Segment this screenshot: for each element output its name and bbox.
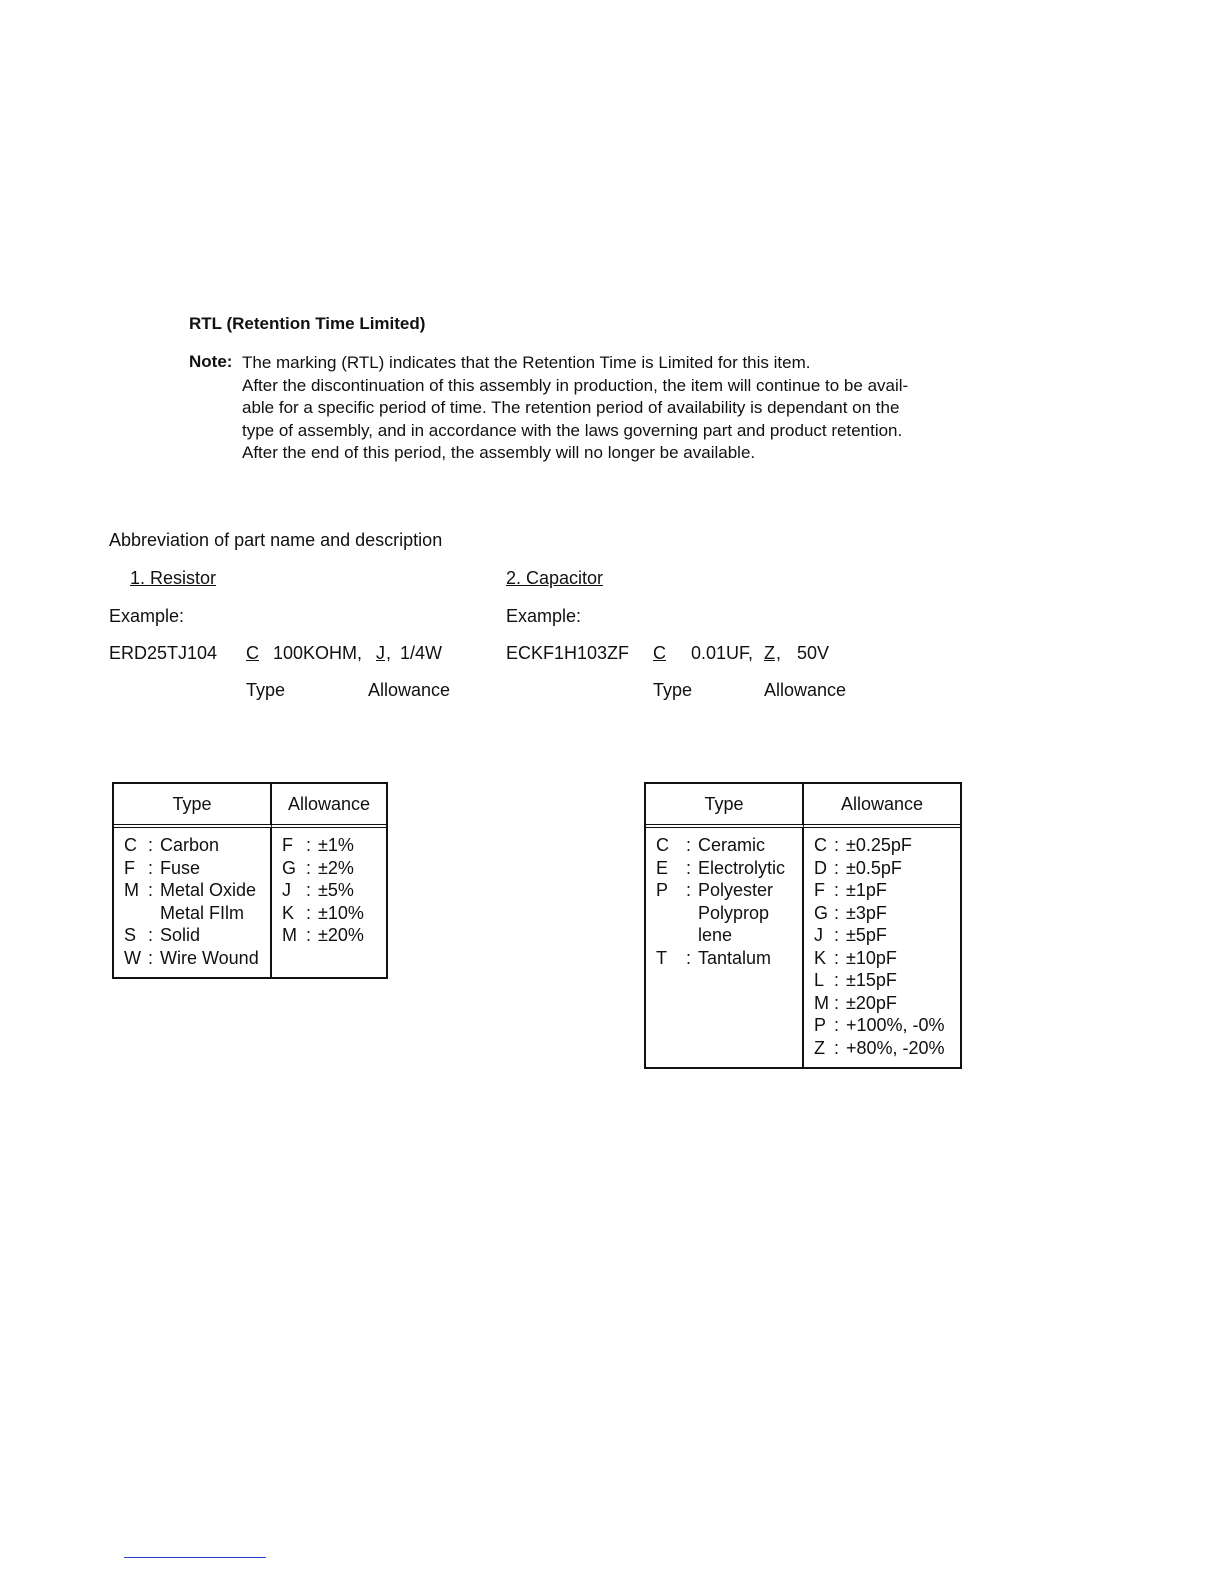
code-entry	[124, 857, 260, 880]
resistor-allowance-code: J	[376, 643, 385, 663]
note-line: After the end of this period, the assembly will no longer be available.	[242, 443, 756, 462]
code-separator: :	[148, 835, 154, 855]
note-line: The marking (RTL) indicates that the Retention Time is Limited for this item.	[242, 353, 811, 372]
code-letter: Z	[814, 1037, 825, 1058]
code-separator: :	[306, 925, 312, 945]
code-entry	[656, 947, 792, 970]
code-letter: C	[814, 835, 827, 855]
table-header-allowance: Allowance	[804, 784, 960, 828]
code-letter: F	[124, 857, 135, 878]
code-entry	[124, 947, 260, 970]
code-entry	[282, 834, 376, 857]
code-letter: M	[814, 992, 829, 1013]
code-separator: :	[306, 902, 312, 923]
code-separator: :	[148, 925, 154, 945]
code-description: Tantalum	[698, 947, 772, 968]
capacitor-part-number: ECKF1H103ZF	[506, 643, 630, 663]
code-separator	[148, 902, 160, 925]
code-entry	[282, 924, 376, 947]
code-description: ±1pF	[846, 880, 887, 900]
resistor-allowance-caption: Allowance	[368, 680, 451, 700]
abbreviation-heading: Abbreviation of part name and description	[109, 530, 443, 550]
code-letter: T	[656, 947, 667, 968]
code-description: Ceramic	[698, 835, 766, 855]
code-entry	[814, 1014, 950, 1037]
code-entry	[124, 879, 260, 902]
code-letter: F	[814, 880, 825, 900]
code-entry	[656, 879, 792, 902]
code-entry	[814, 879, 950, 902]
code-description: Polyester	[698, 880, 774, 900]
code-description: ±10pF	[846, 947, 897, 968]
code-entry	[124, 902, 260, 925]
table-header-type: Type	[646, 784, 804, 828]
code-entry	[656, 924, 792, 947]
code-letter: K	[282, 902, 295, 923]
resistor-section-title: 1. Resistor	[130, 568, 217, 588]
code-letter: G	[282, 857, 297, 878]
code-description: ±3pF	[846, 902, 887, 923]
code-letter: K	[814, 947, 827, 968]
table-header-row	[646, 784, 960, 828]
capacitor-allowance-separator: ,	[776, 643, 782, 663]
capacitor-type-caption: Type	[653, 680, 693, 700]
code-description: Wire Wound	[160, 947, 259, 968]
code-entry	[282, 879, 376, 902]
code-description: ±5pF	[846, 925, 887, 945]
code-letter: G	[814, 902, 829, 923]
code-separator: :	[686, 857, 692, 878]
rtl-title: RTL (Retention Time Limited)	[189, 314, 426, 333]
code-letter: L	[814, 970, 825, 990]
note-line: type of assembly, and in accordance with the laws governing part and product retention.	[242, 420, 903, 440]
code-separator: :	[834, 970, 840, 990]
code-description: ±2%	[318, 857, 354, 878]
code-description: ±20%	[318, 925, 364, 945]
code-letter: M	[124, 880, 139, 900]
code-description: ±5%	[318, 880, 354, 900]
table-body-row	[114, 828, 386, 977]
footer-rule	[124, 1557, 266, 1558]
code-description: Electrolytic	[698, 857, 786, 878]
code-separator: :	[834, 947, 840, 968]
code-separator: :	[148, 857, 154, 878]
code-letter	[124, 902, 148, 925]
note-line: able for a specific period of time. The retention period of availability is dependant on the	[242, 398, 900, 417]
capacitor-allowance-list	[804, 828, 960, 1067]
capacitor-section-title: 2. Capacitor	[506, 568, 604, 588]
resistor-value: 100KOHM,	[273, 643, 363, 663]
table-header-type: Type	[114, 784, 272, 828]
code-letter: M	[282, 925, 297, 945]
code-separator: :	[834, 902, 840, 923]
code-letter: F	[282, 835, 293, 855]
code-separator: :	[306, 880, 312, 900]
code-description: lene	[698, 925, 733, 945]
table-header-allowance: Allowance	[272, 784, 386, 828]
code-separator: :	[306, 835, 312, 855]
code-description: Metal FIlm	[160, 902, 245, 923]
resistor-rating: 1/4W	[400, 643, 443, 663]
code-separator: :	[686, 947, 692, 968]
code-separator	[686, 924, 698, 947]
code-letter: S	[124, 925, 137, 945]
code-description: ±0.25pF	[846, 835, 912, 855]
code-entry	[282, 902, 376, 925]
code-separator: :	[834, 925, 840, 945]
resistor-type-code: C	[246, 643, 259, 663]
resistor-code-table	[112, 782, 388, 979]
code-entry	[124, 924, 260, 947]
resistor-example-label: Example:	[109, 606, 185, 626]
note-label: Note:	[189, 352, 233, 371]
code-letter: P	[656, 880, 669, 900]
code-entry	[124, 834, 260, 857]
code-description: Fuse	[160, 857, 201, 878]
code-separator: :	[834, 857, 840, 878]
capacitor-rating: 50V	[797, 643, 830, 663]
code-entry	[814, 1037, 950, 1060]
note-line: After the discontinuation of this assembly in production, the item will continue to be avail-	[242, 375, 909, 395]
code-description: ±15pF	[846, 970, 897, 990]
capacitor-type-code: C	[653, 643, 666, 663]
resistor-allowance-list	[272, 828, 386, 977]
capacitor-code-table	[644, 782, 962, 1069]
code-description: Solid	[160, 925, 201, 945]
code-entry	[656, 834, 792, 857]
code-letter: J	[814, 925, 823, 945]
code-letter	[656, 902, 686, 925]
code-letter: J	[282, 880, 291, 900]
capacitor-type-list	[646, 828, 804, 1067]
code-entry	[814, 902, 950, 925]
code-letter: W	[124, 947, 141, 968]
code-entry	[814, 834, 950, 857]
code-separator: :	[148, 880, 154, 900]
resistor-type-list	[114, 828, 272, 977]
code-separator: :	[834, 992, 840, 1013]
code-description: ±10%	[318, 902, 364, 923]
resistor-allowance-separator: ,	[386, 643, 392, 663]
code-entry	[656, 902, 792, 925]
capacitor-allowance-caption: Allowance	[764, 680, 847, 700]
code-entry	[282, 857, 376, 880]
code-entry	[814, 857, 950, 880]
code-letter	[656, 924, 686, 947]
code-letter: P	[814, 1015, 827, 1035]
code-separator: :	[306, 857, 312, 878]
code-letter: D	[814, 857, 827, 878]
code-separator: :	[834, 835, 840, 855]
resistor-part-number: ERD25TJ104	[109, 643, 218, 663]
code-separator: :	[834, 1015, 840, 1035]
code-entry	[656, 857, 792, 880]
code-description: ±1%	[318, 835, 354, 855]
note-body	[242, 352, 1002, 465]
code-entry	[814, 969, 950, 992]
table-body-row	[646, 828, 960, 1067]
code-separator: :	[148, 947, 154, 968]
resistor-type-caption: Type	[246, 680, 286, 700]
code-separator	[686, 902, 698, 925]
code-description: ±0.5pF	[846, 857, 902, 878]
code-description: Carbon	[160, 835, 220, 855]
code-letter: C	[124, 835, 137, 855]
code-description: +100%, -0%	[846, 1015, 945, 1035]
code-entry	[814, 947, 950, 970]
capacitor-example-label: Example:	[506, 606, 582, 626]
code-separator: :	[686, 880, 692, 900]
code-entry	[814, 992, 950, 1015]
code-description: Polyprop	[698, 902, 770, 923]
code-letter: C	[656, 835, 669, 855]
capacitor-value: 0.01UF,	[691, 643, 754, 663]
code-description: ±20pF	[846, 992, 897, 1013]
code-description: Metal Oxide	[160, 880, 257, 900]
code-separator: :	[834, 880, 840, 900]
code-separator: :	[834, 1037, 840, 1058]
code-entry	[814, 924, 950, 947]
code-separator: :	[686, 835, 692, 855]
code-description: +80%, -20%	[846, 1037, 945, 1058]
code-letter: E	[656, 857, 669, 878]
table-header-row	[114, 784, 386, 828]
capacitor-allowance-code: Z	[764, 643, 775, 663]
